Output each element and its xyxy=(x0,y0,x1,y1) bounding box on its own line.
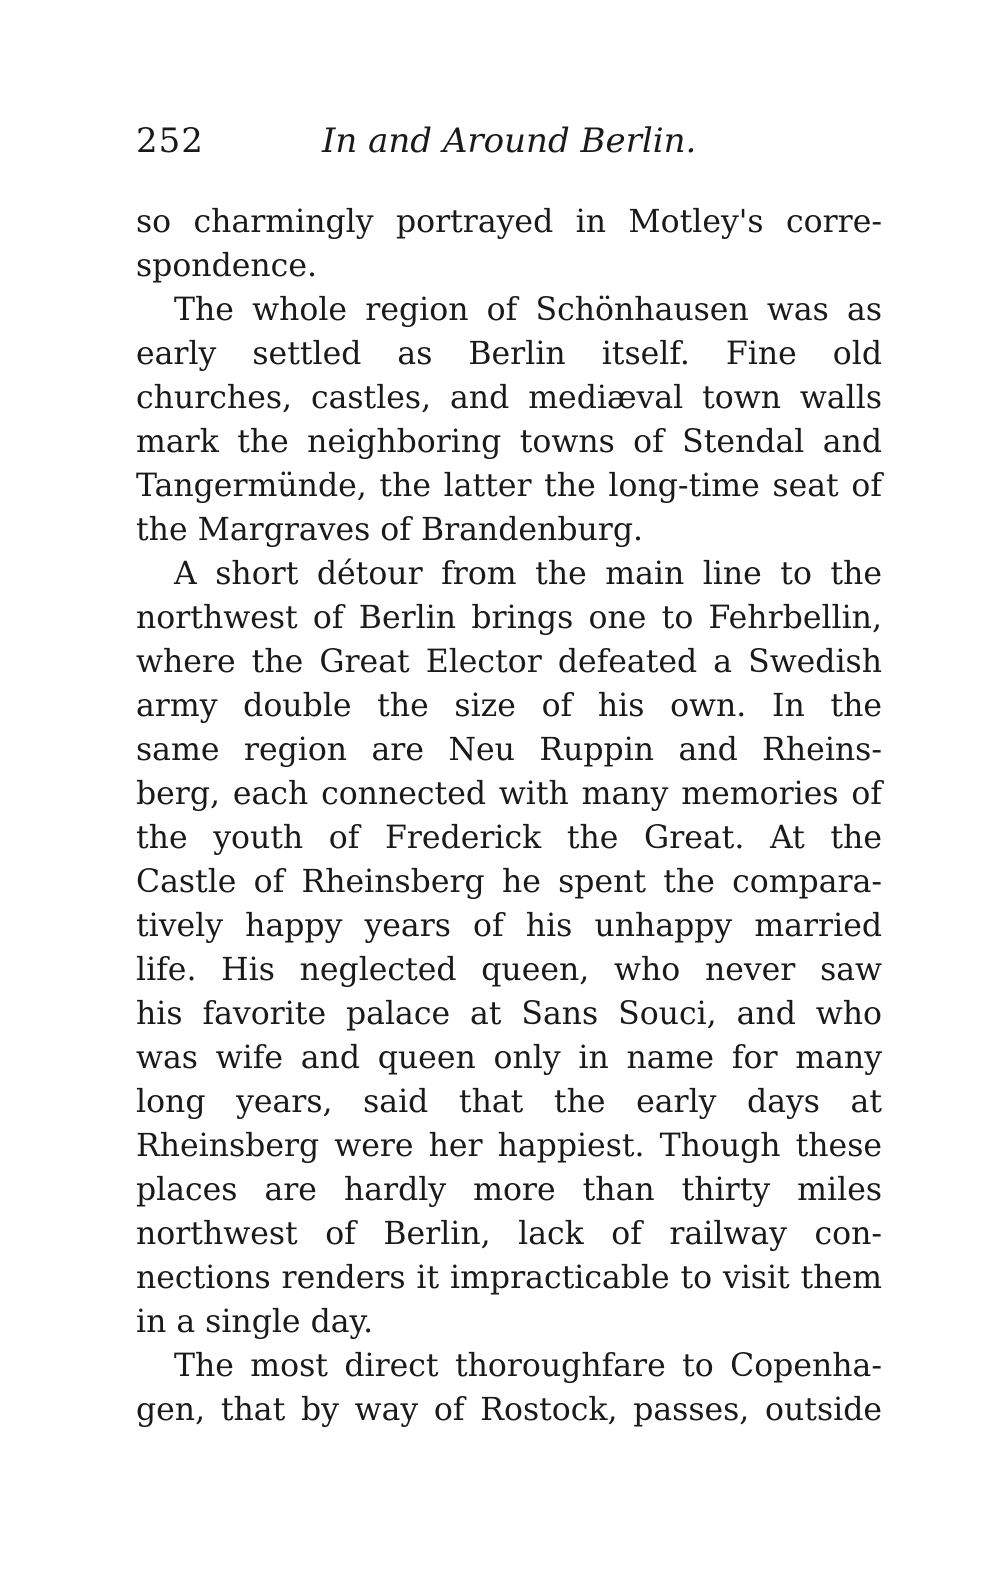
text-line: his favorite palace at Sans Souci, and who xyxy=(136,996,882,1032)
text-line: northwest of Berlin, lack of railway con- xyxy=(136,1216,882,1252)
text-line: in a single day. xyxy=(136,1304,374,1340)
text-line: the youth of Frederick the Great. At the xyxy=(136,820,882,856)
text-line: northwest of Berlin brings one to Fehrbellin, xyxy=(136,600,882,636)
text-line: places are hardly more than thirty miles xyxy=(136,1172,882,1208)
text-line: gen, that by way of Rostock, passes, outside xyxy=(136,1392,882,1428)
paragraph xyxy=(136,1344,882,1432)
text-line: early settled as Berlin itself. Fine old xyxy=(136,336,882,372)
text-line: mark the neighboring towns of Stendal and xyxy=(136,424,882,460)
page-number: 252 xyxy=(136,121,204,161)
running-title: In and Around Berlin. xyxy=(322,121,697,161)
text-line: Castle of Rheinsberg he spent the compara- xyxy=(136,864,882,900)
text-line: the Margraves of Brandenburg. xyxy=(136,512,643,548)
text-line: Tangermünde, the latter the long-time seat of xyxy=(136,468,882,504)
text-line: was wife and queen only in name for many xyxy=(136,1040,882,1076)
text-line: life. His neglected queen, who never saw xyxy=(136,952,882,988)
paragraph xyxy=(136,552,882,1344)
text-line: tively happy years of his unhappy married xyxy=(136,908,882,944)
text-line: so charmingly portrayed in Motley's corre- xyxy=(136,204,882,240)
text-line: The whole region of Schönhausen was as xyxy=(174,292,882,328)
text-line: Rheinsberg were her happiest. Though these xyxy=(136,1128,882,1164)
text-line: A short détour from the main line to the xyxy=(174,556,882,592)
text-line: nections renders it impracticable to visit them xyxy=(136,1260,882,1296)
running-head xyxy=(136,116,876,166)
text-line: spondence. xyxy=(136,248,317,284)
paragraph xyxy=(136,288,882,552)
body-text xyxy=(136,200,882,1432)
paragraph xyxy=(136,200,882,288)
text-line: The most direct thoroughfare to Copenha- xyxy=(174,1348,882,1384)
text-line: churches, castles, and mediæval town walls xyxy=(136,380,882,416)
text-line: long years, said that the early days at xyxy=(136,1084,882,1120)
text-line: berg, each connected with many memories of xyxy=(136,776,882,812)
text-line: same region are Neu Ruppin and Rheins- xyxy=(136,732,882,768)
text-line: where the Great Elector defeated a Swedish xyxy=(136,644,882,680)
text-line: army double the size of his own. In the xyxy=(136,688,882,724)
